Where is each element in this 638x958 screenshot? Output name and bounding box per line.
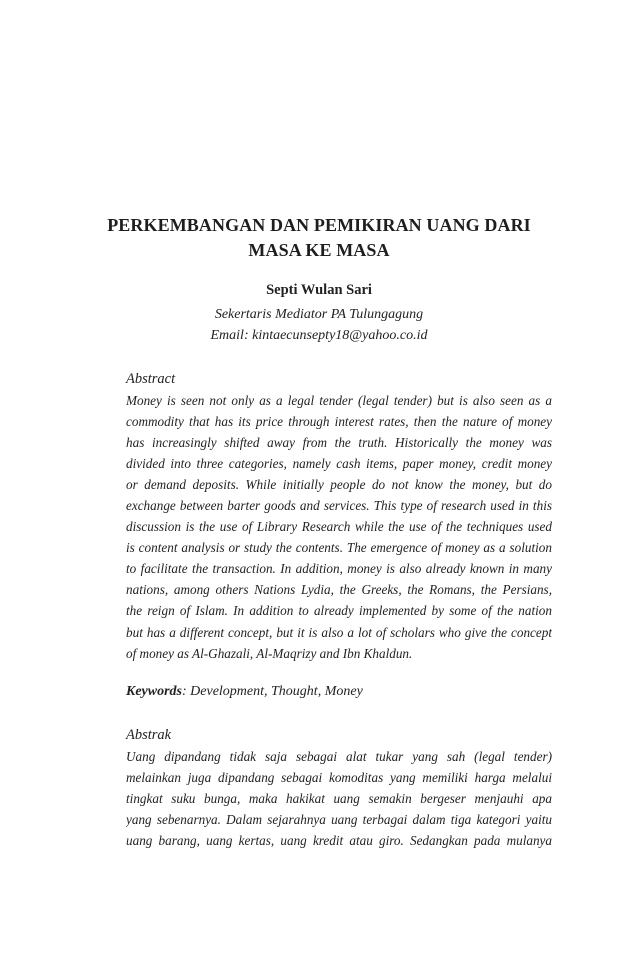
- abstract-line: the reign of Islam. In addition to already implemented by some of the nation: [126, 603, 552, 619]
- author-affiliation: Sekertaris Mediator PA Tulungagung: [214, 307, 424, 322]
- abstrak-line: yang sebenarnya. Dalam sejarahnya uang terbagai dalam tiga kategori yaitu: [126, 812, 552, 828]
- paper-title-line: PERKEMBANGAN DAN PEMIKIRAN UANG DARI: [107, 215, 531, 235]
- abstrak-line: tingkat suku bunga, maka hakikat uang semakin bergeser menjauhi apa: [126, 791, 552, 807]
- abstract-line: exchange between barter goods and services. This type of research used in this: [126, 498, 552, 514]
- keywords-label: Keywords: [126, 684, 182, 699]
- paper-title-line: MASA KE MASA: [248, 240, 390, 260]
- abstract-line: discussion is the use of Library Research while the use of the techniques used: [126, 519, 552, 535]
- abstract-line: Money is seen not only as a legal tender (legal tender) but is also seen as a: [126, 393, 552, 408]
- author-name: Septi Wulan Sari: [266, 282, 372, 298]
- abstract-line: commodity that has its price through interest rates, then the nature of money: [126, 414, 552, 430]
- abstract-section: [126, 369, 552, 664]
- abstract-line: divided into three categories, namely cash items, paper money, credit money: [126, 456, 552, 472]
- abstrak-line: uang barang, uang kertas, uang kredit atau giro. Sedangkan pada mulanya: [126, 833, 552, 849]
- abstract-line: but has a different concept, but it is also a lot of scholars who give the concept: [126, 624, 552, 640]
- abstract-line: has increasingly shifted away from the truth. Historically the money was: [126, 435, 552, 451]
- abstrak-line: melainkan juga dipandang sebagai komoditas yang memiliki harga melalui: [126, 770, 552, 786]
- abstract-line: nations, among others Nations Lydia, the Greeks, the Romans, the Persians,: [126, 582, 552, 598]
- abstract-heading: Abstract: [126, 371, 176, 387]
- abstract-line: or demand deposits. While initially people do not know the money, but do: [126, 477, 552, 493]
- abstract-line: is content analysis or study the contents. The emergence of money as a solution: [126, 540, 552, 556]
- keywords-text: : Development, Thought, Money: [182, 684, 363, 699]
- abstrak-heading: Abstrak: [126, 727, 172, 743]
- paper-title: [70, 213, 568, 263]
- abstract-body: [126, 390, 552, 664]
- abstract-line: to facilitate the transaction. In addition, money is also already known in many: [126, 561, 552, 577]
- author-affiliation-block: [70, 304, 568, 346]
- abstract-line: of money as Al-Ghazali, Al-Maqrizy and Ibn Khaldun.: [126, 645, 413, 661]
- abstrak-line: Uang dipandang tidak saja sebagai alat tukar yang sah (legal tender): [126, 749, 552, 764]
- author-email: Email: kintaecunsepty18@yahoo.co.id: [210, 328, 428, 343]
- abstrak-body: [126, 746, 552, 851]
- abstrak-section: [126, 725, 552, 851]
- keywords-line: [126, 681, 552, 702]
